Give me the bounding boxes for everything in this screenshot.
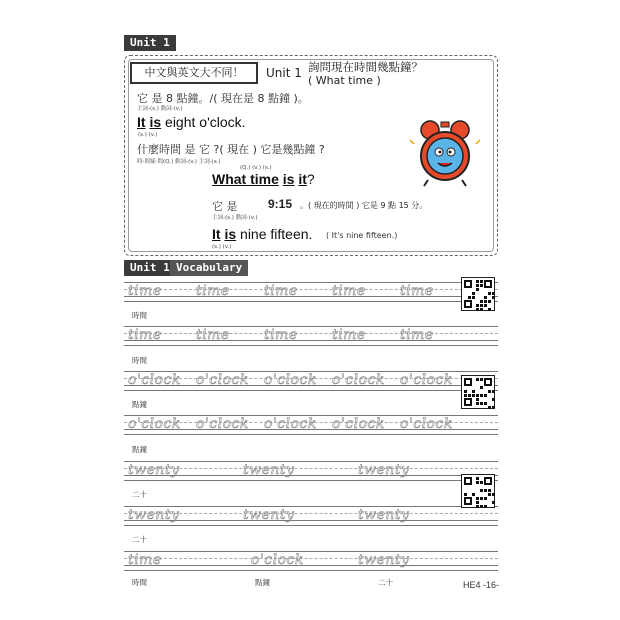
trace-word: o'clock <box>196 372 249 388</box>
example1-en-pos: (s.) (v.) <box>138 132 158 138</box>
trace-word: o'clock <box>196 416 249 432</box>
example3-time: 9:15 <box>268 197 293 211</box>
trace-word: o'clock <box>128 372 181 388</box>
question-what-time: What time <box>212 171 279 187</box>
qr-code-icon <box>461 375 495 409</box>
trace-word: twenty <box>243 507 295 523</box>
question-mark: ? <box>306 171 315 187</box>
subject-it: It <box>137 114 146 130</box>
word-meaning: 點鐘 <box>132 400 147 409</box>
subject-it: it <box>298 171 307 187</box>
trace-word: twenty <box>243 462 295 478</box>
trace-word: twenty <box>358 552 410 568</box>
word-meaning: 二十 <box>132 535 147 544</box>
trace-word: time <box>196 327 230 343</box>
alarm-clock-icon <box>410 118 480 188</box>
example3-english <box>212 226 312 242</box>
practice-row[interactable] <box>124 282 498 302</box>
word-meaning: 時間 <box>132 356 147 365</box>
example2-chinese: 什麼時間 是 它 ?( 現在 ) 它是幾點鐘 ? <box>137 143 325 156</box>
word-meaning: 二十 <box>378 578 393 587</box>
example2-english <box>212 171 315 187</box>
example3-chinese-b: 。( 現在的時間 ) 它是 9 點 15 分。 <box>300 201 428 210</box>
vocab-unit-label: Unit 1 <box>124 260 176 276</box>
verb-is: is <box>149 114 162 130</box>
trace-word: time <box>332 283 366 299</box>
page-number: HE4 -16- <box>463 580 500 590</box>
word-meaning: 二十 <box>132 490 147 499</box>
example3-en-pos: (s.) (v.) <box>212 244 232 250</box>
example1-rest: eight o'clock. <box>165 114 246 130</box>
example1-pos: 主詞-(s.) 動詞-(v.) <box>137 106 183 112</box>
practice-row[interactable] <box>124 551 498 571</box>
grammar-unit-label: Unit 1 <box>266 66 302 80</box>
grammar-title-en: ( What time ) <box>308 74 381 87</box>
word-meaning: 點鐘 <box>132 445 147 454</box>
example3-pos: 主詞-(s.) 動詞-(v.) <box>212 215 258 221</box>
unit-label: Unit 1 <box>124 35 176 51</box>
example2-pos: 時-間疑-問(Q.) 動詞-(v.) 主詞-(s.) <box>137 159 221 165</box>
trace-word: time <box>264 283 298 299</box>
practice-row[interactable] <box>124 371 498 391</box>
example1-english <box>137 114 246 130</box>
trace-word: time <box>196 283 230 299</box>
practice-row[interactable] <box>124 461 498 481</box>
example1-chinese: 它 是 8 點鐘。/( 現在是 8 點鐘 )。 <box>137 92 309 105</box>
example3-rest: nine fifteen. <box>240 226 313 242</box>
trace-word: o'clock <box>400 372 453 388</box>
word-meaning: 點鐘 <box>255 578 270 587</box>
trace-word: o'clock <box>332 416 385 432</box>
example2-en-pos: (Q.) (v.) (s.) <box>240 165 272 171</box>
trace-word: time <box>332 327 366 343</box>
qr-code-icon <box>461 277 495 311</box>
verb-is: is <box>282 171 295 187</box>
trace-word: o'clock <box>400 416 453 432</box>
word-meaning: 時間 <box>132 578 147 587</box>
vocabulary-title: Vocabulary <box>170 260 248 276</box>
practice-row[interactable] <box>124 506 498 526</box>
practice-row[interactable] <box>124 326 498 346</box>
trace-word: twenty <box>358 462 410 478</box>
subject-it: It <box>212 226 221 242</box>
trace-word: o'clock <box>251 552 304 568</box>
grammar-title-cn: 詢問現在時間幾點鐘？ <box>308 60 423 74</box>
trace-word: twenty <box>358 507 410 523</box>
trace-word: time <box>128 552 162 568</box>
example3-chinese-a: 它 是 <box>212 200 238 213</box>
trace-word: o'clock <box>264 372 317 388</box>
trace-word: o'clock <box>332 372 385 388</box>
verb-is: is <box>224 226 237 242</box>
qr-code-icon <box>461 474 495 508</box>
word-meaning: 時間 <box>132 311 147 320</box>
trace-word: time <box>128 283 162 299</box>
practice-row[interactable] <box>124 415 498 435</box>
trace-word: o'clock <box>128 416 181 432</box>
example3-note: ( It's nine fifteen.) <box>326 231 398 240</box>
trace-word: twenty <box>128 462 180 478</box>
trace-word: time <box>264 327 298 343</box>
chinese-english-difference-tag: 中文與英文大不同！ <box>130 62 258 84</box>
trace-word: twenty <box>128 507 180 523</box>
trace-word: time <box>128 327 162 343</box>
trace-word: time <box>400 283 434 299</box>
trace-word: o'clock <box>264 416 317 432</box>
trace-word: time <box>400 327 434 343</box>
